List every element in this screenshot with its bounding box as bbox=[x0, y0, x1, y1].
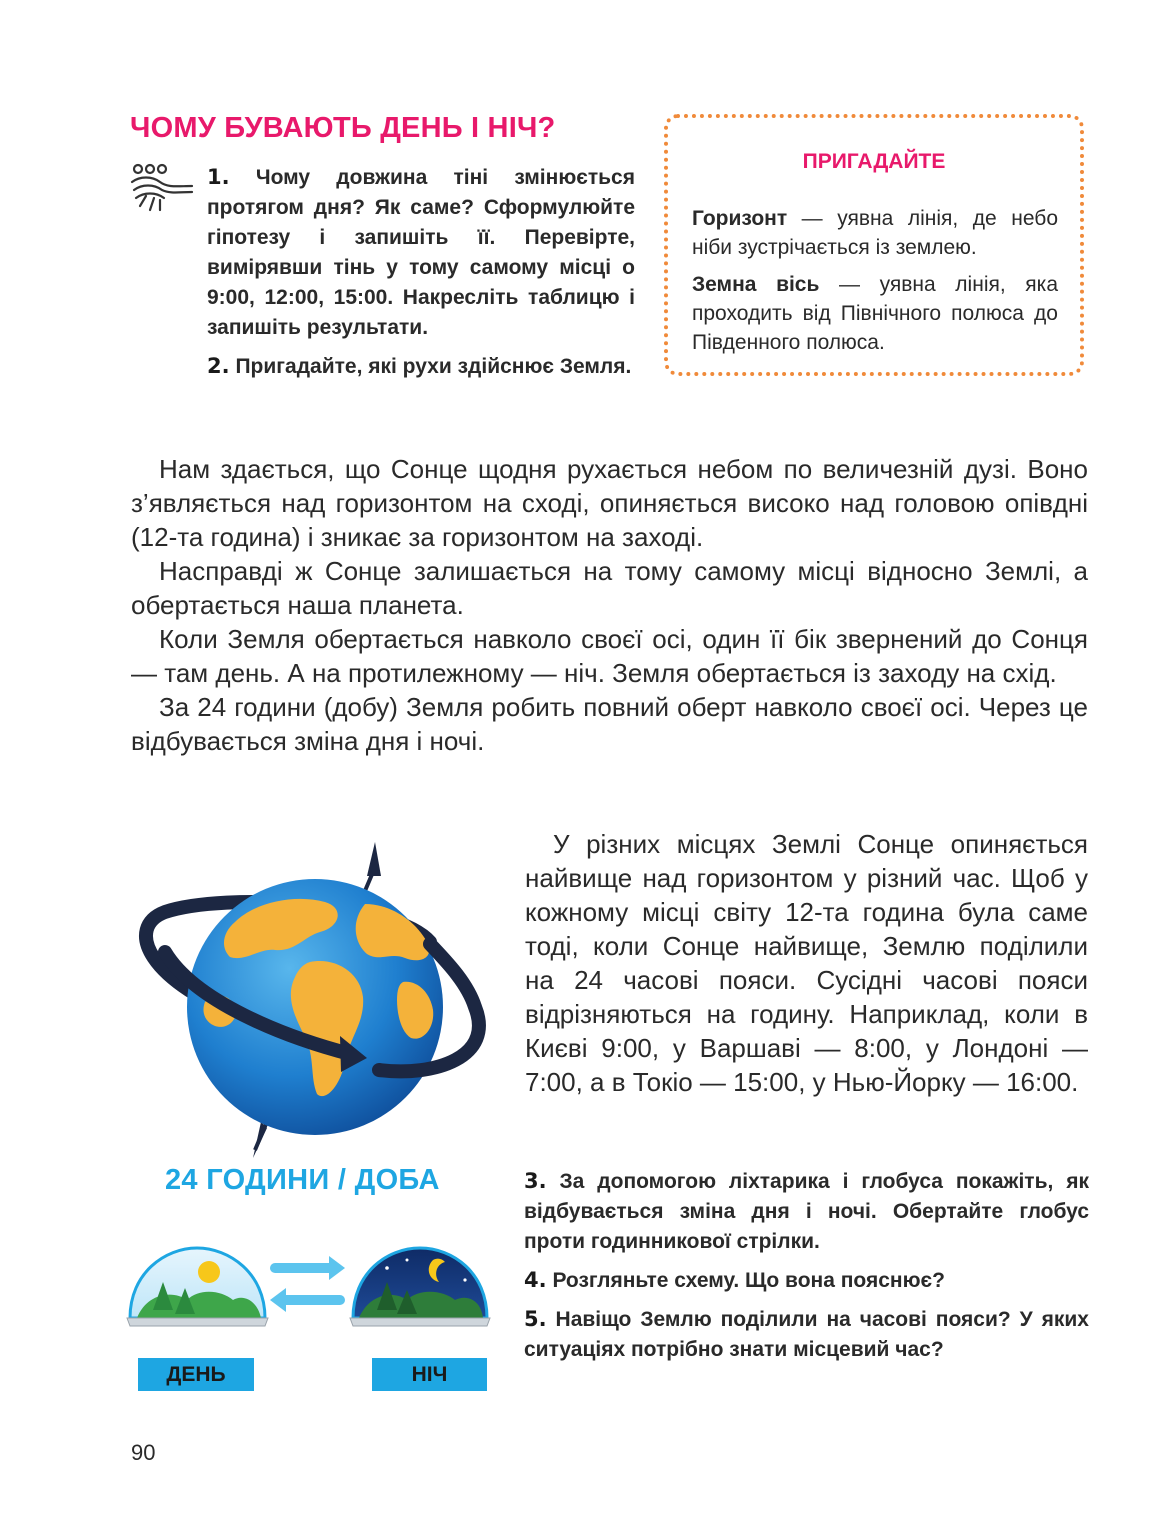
task-number: 2. bbox=[207, 354, 230, 378]
paragraph: Насправді ж Сонце залишається на тому самому місці відносно Землі, а обертається наша планета. bbox=[131, 556, 1088, 620]
rotating-earth-illustration bbox=[135, 832, 495, 1162]
definition-term: Земна вісь bbox=[692, 273, 820, 296]
paragraph: Нам здається, що Сонце щодня рухається небом по величезній дузі. Воно з’являється над горизонтом на сході, опиняється високо над головою опівдні (12-та година) і зникає за горизонтом на заході. bbox=[131, 454, 1088, 552]
task-number: 1. bbox=[207, 165, 230, 189]
definition-text: — уявна лінія, яка проходить від Північного полюса до Південного полюса. bbox=[692, 273, 1058, 354]
paragraph: Коли Земля обертається навколо своєї осі, один її бік звернений до Сонця — там день. А на протилежному — ніч. Земля обертається із заходу на схід. bbox=[131, 624, 1088, 688]
remember-heading: ПРИГАДАЙТЕ bbox=[802, 150, 946, 173]
remember-body bbox=[692, 204, 1058, 365]
day-dome-icon bbox=[127, 1248, 268, 1326]
tasks-top bbox=[207, 162, 635, 390]
task-item bbox=[524, 1265, 1089, 1296]
definition-item bbox=[692, 270, 1058, 357]
tasks-bottom bbox=[524, 1166, 1089, 1373]
task-text: Пригадайте, які рухи здійснює Земля. bbox=[235, 355, 632, 378]
paragraph: За 24 години (добу) Земля робить повний оберт навколо своєї осі. Через це відбувається зміна дня і ночі. bbox=[131, 692, 1088, 756]
task-text: За допомогою ліхтарика і глобуса покажіть, як відбувається зміна дня і ночі. Обертайте глобус проти годинникової стрілки. bbox=[524, 1170, 1089, 1253]
page-title: ЧОМУ БУВАЮТЬ ДЕНЬ І НІЧ? bbox=[130, 112, 556, 144]
illustration-caption: 24 ГОДИНИ / ДОБА bbox=[165, 1164, 440, 1196]
task-text: Навіщо Землю поділили на часові пояси? У яких ситуаціях потрібно знати місцевий час? bbox=[524, 1308, 1089, 1361]
task-text: Чому довжина тіні змінюється протягом дня? Як саме? Сформулюйте гіпотезу і запишіть її. Перевірте, вимірявши тінь у тому самому місці о 9:00, 12:00, 15:00. Накресліть таблицю і запишіть результати. bbox=[207, 166, 635, 339]
definition-term: Горизонт bbox=[692, 207, 788, 230]
main-text bbox=[131, 452, 1088, 758]
task-number: 5. bbox=[524, 1307, 547, 1331]
task-item bbox=[524, 1304, 1089, 1365]
definition-item bbox=[692, 204, 1058, 262]
group-work-icon bbox=[130, 160, 196, 216]
task-number: 4. bbox=[524, 1268, 547, 1292]
task-number: 3. bbox=[524, 1169, 547, 1193]
day-badge: ДЕНЬ bbox=[138, 1358, 254, 1391]
paragraph: У різних місцях Землі Сонце опиняється найвище над горизонтом у різний час. Щоб у кожному місці світу 12-та година була саме тоді, коли Сонце найвище, Землю поділили на 24 часові пояси. Сусідні часові пояси відрізняються на годину. Наприклад, коли в Києві 9:00, у Варшаві — 8:00, у Лондоні — 7:00, а в Токіо — 15:00, у Нью-Йорку — 16:00. bbox=[525, 829, 1088, 1097]
time-zones-text bbox=[525, 827, 1088, 1099]
task-item bbox=[207, 162, 635, 343]
night-badge: НІЧ bbox=[372, 1358, 487, 1391]
page-number: 90 bbox=[131, 1440, 156, 1465]
swap-arrows-icon bbox=[270, 1256, 345, 1312]
task-item bbox=[207, 351, 635, 382]
remember-box bbox=[664, 114, 1084, 376]
night-dome-icon bbox=[350, 1248, 490, 1326]
task-item bbox=[524, 1166, 1089, 1257]
task-text: Розгляньте схему. Що вона пояснює? bbox=[552, 1269, 945, 1292]
definition-text: — уявна лінія, де небо ніби зустрічається із землею. bbox=[692, 207, 1058, 259]
